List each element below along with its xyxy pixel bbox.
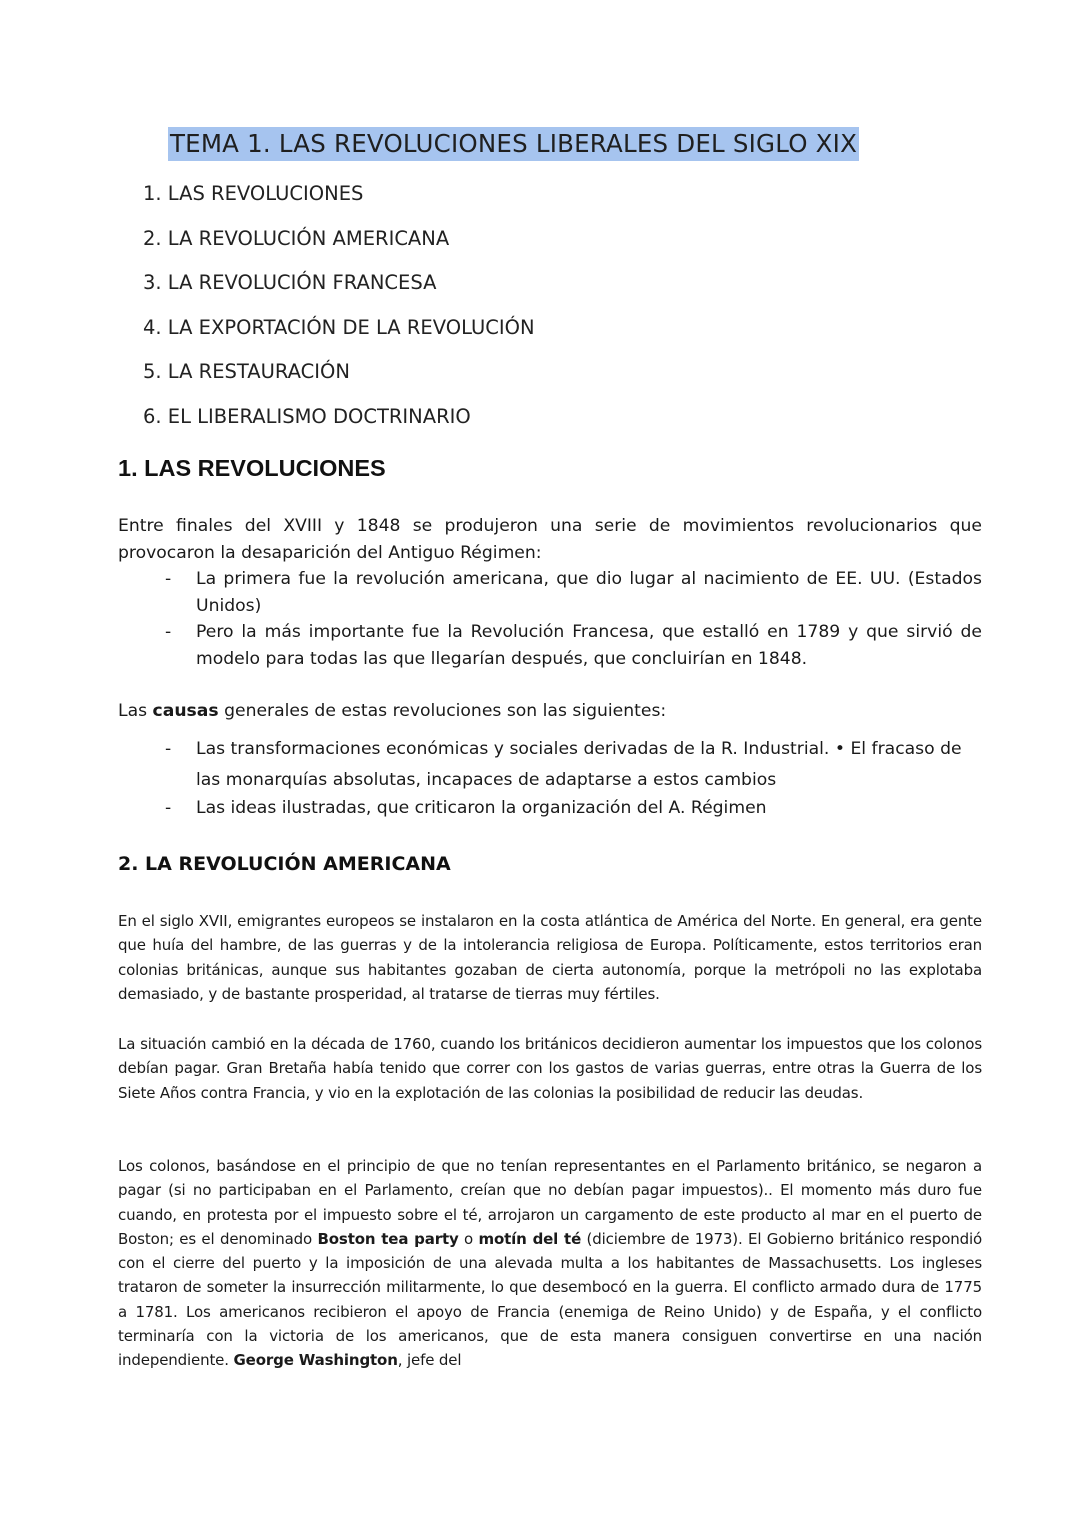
paragraph [118,1154,982,1373]
paragraph: La situación cambió en la década de 1760, cuando los británicos decidieron aumentar los impuestos que los colonos debían pagar. Gran Bretaña había tenido que correr con los gastos de varias guerras, entre otras la Guerra de los Siete Años contra Francia, y vio en la explotación de las colonias la posibilidad de reducir las deudas. [118,1035,982,1102]
dash-marker: - [165,622,172,642]
section-2-paragraph-2 [118,1032,982,1105]
list-item [118,734,982,795]
title-container [168,127,859,161]
causes-keyword: causas [152,701,219,721]
dash-marker: - [165,798,172,818]
section-1-intro-block [118,513,982,672]
section-2-paragraph-1 [118,909,982,1006]
bullet-text: Pero la más importante fue la Revolución Francesa, que estalló en 1789 y que sirvió de modelo para todas las que llegarían después, que concluirían en 1848. [196,622,982,669]
dash-marker: - [165,569,172,589]
paragraph: En el siglo XVII, emigrantes europeos se instalaron en la costa atlántica de América del Norte. En general, era gente que huía del hambre, de las guerras y de la intolerancia religiosa de Europa. Políticamente, estos territorios eran colonias británicas, aunque sus habitantes gozaban de cierta autonomía, porque la metrópoli no las explotaba demasiado, y de bastante prosperidad, al tratarse de tierras muy fértiles. [118,912,982,1003]
dash-marker: - [165,739,172,759]
toc-item: 4. LA EXPORTACIÓN DE LA REVOLUCIÓN [143,315,535,339]
text-run: , jefe del [397,1351,462,1370]
toc-item: 6. EL LIBERALISMO DOCTRINARIO [143,404,471,428]
toc-item: 1. LAS REVOLUCIONES [143,182,364,205]
list-item [118,619,982,672]
toc-item: 3. LA REVOLUCIÓN FRANCESA [143,271,437,295]
list-item [118,566,982,619]
section-1-bullet-list [118,566,982,672]
text-run: Los colonos, basándose en el principio de que no tenían representantes en el Parlamento británico, se negaron a pagar (si no participaban en el Parlamento, creían que no debían pagar impuestos).. El momento más duro fue cuando, en protesta por el impuesto sobre el té, arrojaron un cargamento de este producto al mar en el puerto de Boston; es el denominado [118,1157,982,1248]
text-run: (diciembre de 1973). El Gobierno británico respondió con el cierre del puerto y la imposición de una alevada multa a los habitantes de Massachusetts. Los ingleses trataron de someter la insurrección militarmente, lo que desembocó en la guerra. El conflicto armado dura de 1775 a 1781. Los americanos recibieron el apoyo de Francia (enemiga de Reino Unido) y de España, y el conflicto terminaría con la victoria de los americanos, que de esta manera consiguen convertirse en una nación independiente. [118,1229,982,1370]
bullet-text: La primera fue la revolución americana, que dio lugar al nacimiento de EE. UU. (Estados Unidos) [196,569,982,616]
term-george-washington: George Washington [233,1351,398,1370]
cause-text: Las transformaciones económicas y sociales derivadas de la R. Industrial. • El fracaso de [196,739,962,759]
list-item [118,795,982,822]
causes-intro-end: generales de estas revoluciones son las siguientes: [218,701,667,721]
term-motin-del-te: motín del té [478,1229,582,1248]
section-2-heading: 2. LA REVOLUCIÓN AMERICANA [118,853,451,875]
causes-intro-start: Las [118,701,153,721]
term-boston-tea-party: Boston tea party [317,1229,459,1248]
table-of-contents [143,176,535,444]
causes-list [118,734,982,822]
cause-text: Las ideas ilustradas, que criticaron la organización del A. Régimen [196,798,767,818]
toc-item: 2. LA REVOLUCIÓN AMERICANA [143,226,450,250]
section-2-paragraph-3 [118,1154,982,1373]
section-1-causes-block [118,698,982,725]
toc-item: 5. LA RESTAURACIÓN [143,360,350,384]
section-1-heading: 1. LAS REVOLUCIONES [118,455,386,481]
causes-intro [118,698,982,725]
causes-list-block [118,734,982,822]
section-1-intro: Entre finales del XVIII y 1848 se produjeron una serie de movimientos revolucionarios que provocaron la desaparición del Antiguo Régimen: [118,516,982,563]
text-run: o [458,1229,479,1248]
document-title[interactable]: TEMA 1. LAS REVOLUCIONES LIBERALES DEL SIGLO XIX [168,127,859,161]
cause-text-continued: las monarquías absolutas, incapaces de adaptarse a estos cambios [196,770,777,790]
